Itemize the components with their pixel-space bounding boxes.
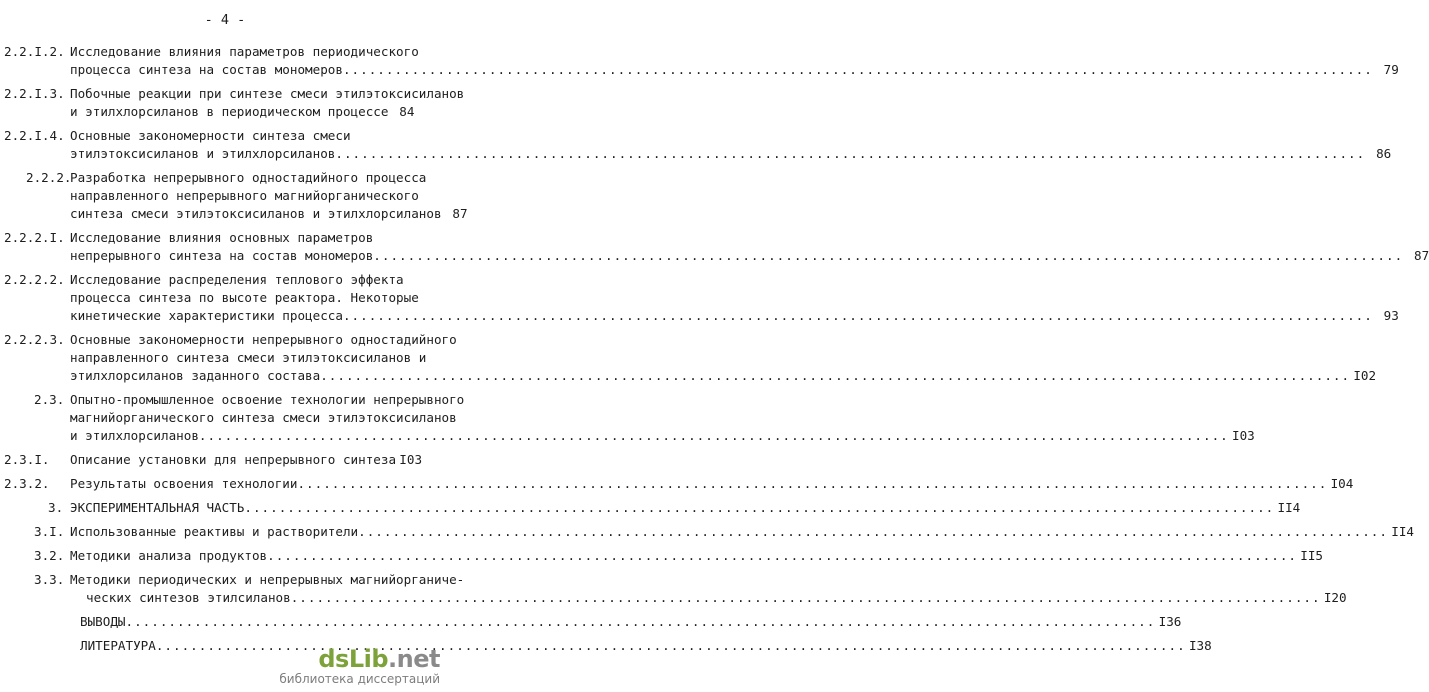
leader-dots: ........................................................................................................................ <box>335 146 1366 161</box>
entry-text: и этилхлорсиланов в периодическом процессе <box>70 104 389 119</box>
entry-text: Опытно-промышленное освоение технологии непрерывного <box>70 392 465 407</box>
page-number: - 4 - <box>204 12 246 28</box>
section-number: 2.2.I.3. <box>4 86 65 101</box>
entry-text: Исследование влияния основных параметров <box>70 230 374 245</box>
entry-text: Разработка непрерывного одностадийного процесса <box>70 170 427 185</box>
entry-text: процесса синтеза на состав мономеров <box>70 62 343 77</box>
section-number: 2.2.2.3. <box>4 332 65 347</box>
entry-text: этилэтоксисиланов и этилхлорсиланов <box>70 146 336 161</box>
leader-dots: ........................................................................................................................ <box>244 500 1275 515</box>
entry-text: Побочные реакции при синтезе смеси этилэтоксисиланов <box>70 86 465 101</box>
section-number: 2.2.2. <box>26 170 72 185</box>
entry-text: Основные закономерности непрерывного одностадийного <box>70 332 457 347</box>
section-number: 3. <box>48 500 64 515</box>
page-ref: I36 <box>1158 614 1182 629</box>
leader-dots: ........................................................................................................................ <box>358 524 1388 539</box>
toc-entry <box>0 613 1182 631</box>
entry-text: направленного синтеза смеси этилэтоксисиланов и <box>70 350 427 365</box>
entry-text: Использованные реактивы и растворители <box>70 524 359 539</box>
leader-dots: ........................................................................................................................ <box>373 248 1404 263</box>
leader-dots: ........................................................................................................................ <box>320 368 1351 383</box>
page-ref: II4 <box>1391 524 1414 539</box>
page-ref: 87 <box>452 206 468 221</box>
section-number: 3.2. <box>34 548 65 563</box>
toc-entry <box>0 331 1377 385</box>
leader-dots: ........................................................................................................................ <box>297 476 1328 491</box>
toc-entry <box>0 169 468 223</box>
toc-entry <box>0 451 450 469</box>
section-number: 2.2.I.4. <box>4 128 65 143</box>
page-ref: I04 <box>1330 476 1354 491</box>
page-ref: I03 <box>1232 428 1255 443</box>
section-number: 2.3.2. <box>4 476 50 491</box>
entry-text: синтеза смеси этилэтоксисиланов и этилхлорсиланов <box>70 206 442 221</box>
toc-entry <box>0 43 1399 79</box>
leader-dots: ........................................................................................................................ <box>290 590 1321 605</box>
page-ref: I20 <box>1323 590 1347 605</box>
section-number: 2.3. <box>34 392 65 407</box>
section-number: 2.2.2.I. <box>4 230 65 245</box>
entry-text: ЛИТЕРАТУРА <box>80 638 156 653</box>
page-ref: II4 <box>1277 500 1301 515</box>
leader-dots: ........................................................................................................................ <box>342 62 1373 77</box>
section-number: 2.3.I. <box>4 452 50 467</box>
entry-text: Методики анализа продуктов <box>70 548 268 563</box>
page-ref: I03 <box>399 452 423 467</box>
entry-text: ческих синтезов этилсиланов <box>86 590 291 605</box>
page-ref: II5 <box>1300 548 1323 563</box>
entry-text: непрерывного синтеза на состав мономеров <box>70 248 374 263</box>
page-ref: 86 <box>1376 146 1392 161</box>
entry-text: Результаты освоения технологии <box>70 476 298 491</box>
entry-text: направленного непрерывного магнийорганического <box>70 188 419 203</box>
toc-entry <box>0 475 1354 493</box>
toc-entry <box>0 271 1399 325</box>
leader-dots: ........................................................................................................................ <box>125 614 1156 629</box>
section-number: 3.I. <box>34 524 65 539</box>
entry-text: Методики периодических и непрерывных магнийорганиче- <box>70 572 465 587</box>
toc-entry <box>0 229 1429 265</box>
page-ref: 79 <box>1383 62 1399 77</box>
toc-entry <box>0 547 1323 565</box>
leader-dots: ........................................................................................................................ <box>342 308 1373 323</box>
toc-entry <box>0 391 1255 445</box>
section-number: 3.3. <box>34 572 65 587</box>
page-ref: I02 <box>1353 368 1377 383</box>
page-ref: 87 <box>1413 248 1429 263</box>
entry-text: Исследование влияния параметров периодического <box>70 44 419 59</box>
section-number: 2.2.2.2. <box>4 272 65 287</box>
entry-text: Исследование распределения теплового эффекта <box>70 272 404 287</box>
entry-text: процесса синтеза по высоте реактора. Некоторые <box>70 290 419 305</box>
page-ref: 84 <box>399 104 415 119</box>
entry-text: ЭКСПЕРИМЕНТАЛЬНАЯ ЧАСТЬ <box>70 500 245 515</box>
toc-entry <box>0 523 1414 541</box>
toc-entry <box>0 571 1347 607</box>
toc-entry <box>0 499 1301 517</box>
entry-text: Описание установки для непрерывного синтеза <box>70 452 397 467</box>
entry-text: магнийорганического синтеза смеси этилэтоксисиланов <box>70 410 457 425</box>
entry-text: и этилхлорсиланов <box>70 428 199 443</box>
leader-dots: ........................................................................................................................ <box>198 428 1229 443</box>
page-ref: 93 <box>1383 308 1399 323</box>
entry-text: кинетические характеристики процесса <box>70 308 343 323</box>
leader-dots: ........................................................................................................................ <box>267 548 1297 563</box>
entry-text: ВЫВОДЫ <box>80 614 126 629</box>
watermark-tagline: библиотека диссертаций <box>279 672 440 686</box>
toc-entry <box>0 127 1392 163</box>
dslib-logo: dsLib.net <box>318 645 440 673</box>
watermark <box>279 646 440 686</box>
page-ref: I38 <box>1188 638 1212 653</box>
toc-entry <box>0 85 465 121</box>
leader-dots: ........................................................................................................................ <box>155 638 1186 653</box>
entry-text: Основные закономерности синтеза смеси <box>70 128 351 143</box>
section-number: 2.2.I.2. <box>4 44 65 59</box>
table-of-contents <box>0 43 1429 661</box>
entry-text: этилхлорсиланов заданного состава <box>70 368 321 383</box>
